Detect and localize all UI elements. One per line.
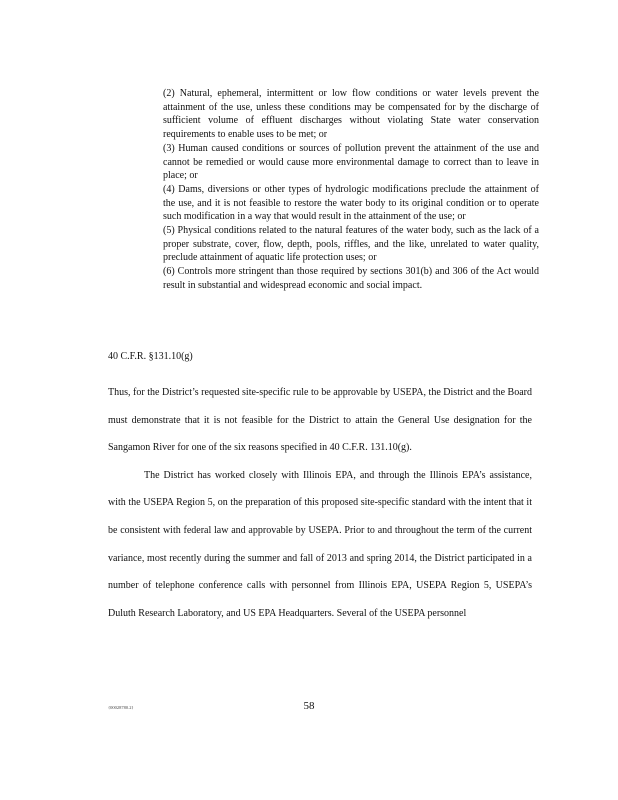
page-number: 58	[303, 700, 315, 712]
quote-item-2: (2) Natural, ephemeral, intermittent or low flow conditions or water levels prevent the attainment of the use, unless these conditions may be compensated for by the discharge of sufficient volume of effluent discharges without violating State water conservation requirements to enable uses to be met; or	[163, 88, 539, 141]
quote-item-6: (6) Controls more stringent than those required by sections 301(b) and 306 of the Act would result in substantial and widespread economic and social impact.	[163, 266, 539, 291]
quote-item-4: (4) Dams, diversions or other types of hydrologic modifications preclude the attainment of the use, and it is not feasible to restore the water body to its original condition or to operate such modification in a way that would result in the attainment of the use; or	[163, 183, 539, 223]
quote-item-3: (3) Human caused conditions or sources of pollution prevent the attainment of the use and cannot be remedied or would cause more environmental damage to correct than to leave in place; or	[163, 142, 539, 182]
block-quote	[163, 87, 539, 293]
paragraph-1: Thus, for the District’s requested site-specific rule to be approvable by USEPA, the District and the Board must demonstrate that it is not feasible for the District to attain the General Use designation for the Sangamon River for one of the six reasons specified in 40 C.F.R. 131.10(g).	[108, 387, 532, 454]
citation: 40 C.F.R. §131.10(g)	[108, 351, 193, 362]
paragraph-2: The District has worked closely with Illinois EPA, and through the Illinois EPA’s assistance, with the USEPA Region 5, on the preparation of this proposed site-specific standard with the intent that it be consistent with federal law and approvable by USEPA. Prior to and throughout the term of the current variance, most recently during the summer and fall of 2013 and spring 2014, the District participated in a number of telephone conference calls with personnel from Illinois EPA, USEPA Region 5, USEPA’s Duluth Research Laboratory, and US EPA Headquarters. Several of the USEPA personnel	[108, 469, 532, 619]
document-id: {00028780.2}	[108, 705, 134, 710]
quote-item-5: (5) Physical conditions related to the natural features of the water body, such as the lack of a proper substrate, cover, flow, depth, pools, riffles, and the like, unrelated to water quality, preclude attainment of aquatic life protection uses; or	[163, 225, 539, 264]
body-text	[108, 379, 532, 627]
